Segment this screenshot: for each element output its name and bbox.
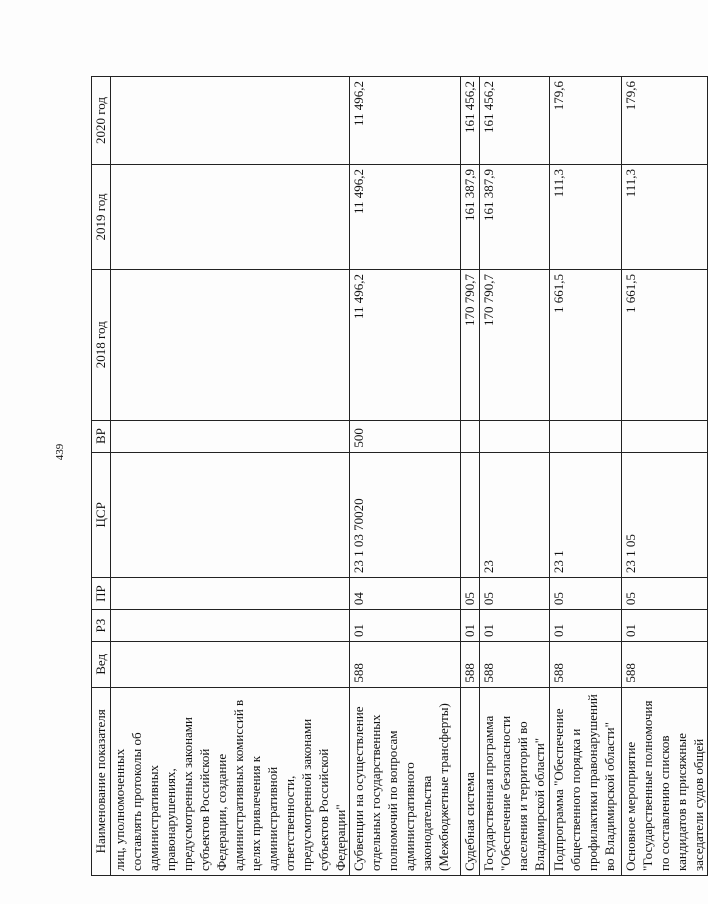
cell-ved: 588 xyxy=(622,642,708,688)
cell-2020: 161 456,2 xyxy=(461,77,480,165)
cell-2019: 11 496,2 xyxy=(350,164,461,269)
header-csr: ЦСР xyxy=(92,452,111,578)
header-pr: ПР xyxy=(92,578,111,610)
cell-ved: 588 xyxy=(461,642,480,688)
cell-rz: 01 xyxy=(622,610,708,642)
header-2020: 2020 год xyxy=(92,77,111,165)
cell-csr: 23 1 03 70020 xyxy=(350,452,461,578)
cell-csr: 23 1 xyxy=(550,452,622,578)
cell-vr: 500 xyxy=(350,420,461,452)
cell-pr xyxy=(111,578,350,610)
cell-2020: 161 456,2 xyxy=(480,77,550,165)
cell-2018: 11 496,2 xyxy=(350,269,461,420)
header-ved: Вед xyxy=(92,642,111,688)
cell-pr: 05 xyxy=(550,578,622,610)
cell-csr: 23 xyxy=(480,452,550,578)
cell-2018: 170 790,7 xyxy=(480,269,550,420)
cell-rz: 01 xyxy=(480,610,550,642)
cell-csr xyxy=(111,452,350,578)
table-row xyxy=(622,77,708,876)
cell-2018: 1 661,5 xyxy=(550,269,622,420)
cell-rz: 01 xyxy=(350,610,461,642)
cell-2019: 161 387,9 xyxy=(461,164,480,269)
header-row xyxy=(92,77,111,876)
cell-2018: 170 790,7 xyxy=(461,269,480,420)
cell-2019: 161 387,9 xyxy=(480,164,550,269)
header-2018: 2018 год xyxy=(92,269,111,420)
header-2019: 2019 год xyxy=(92,164,111,269)
cell-name: Подпрограмма "Обеспечение общественного порядка и профилактики правонарушений во Владимирской области" xyxy=(550,687,622,875)
cell-vr xyxy=(111,420,350,452)
header-name: Наименование показателя xyxy=(92,687,111,875)
budget-table xyxy=(91,76,708,876)
cell-2020: 179,6 xyxy=(622,77,708,165)
table-row xyxy=(550,77,622,876)
cell-name: Основное мероприятие "Государственные полномочия по составлению списков кандидатов в присяжные заседатели судов общей xyxy=(622,687,708,875)
cell-name: лиц, уполномоченных составлять протоколы об административных правонарушениях, предусмотренных законами субъектов Российской Федерации, создание административных комиссий в целях привлечения к административной ответственности, предусмотренной законами субъектов Российской Федерации" xyxy=(111,687,350,875)
document-page xyxy=(91,76,706,876)
cell-ved: 588 xyxy=(550,642,622,688)
cell-ved xyxy=(111,642,350,688)
cell-2018 xyxy=(111,269,350,420)
cell-2019: 111,3 xyxy=(622,164,708,269)
cell-name: Государственная программа "Обеспечение безопасности населения и территорий во Владимирской области" xyxy=(480,687,550,875)
table-row xyxy=(461,77,480,876)
page-number: 439 xyxy=(54,443,66,461)
table-row xyxy=(480,77,550,876)
cell-2019 xyxy=(111,164,350,269)
cell-csr xyxy=(461,452,480,578)
cell-pr: 05 xyxy=(461,578,480,610)
cell-2020: 179,6 xyxy=(550,77,622,165)
cell-pr: 05 xyxy=(622,578,708,610)
cell-ved: 588 xyxy=(480,642,550,688)
table-row xyxy=(111,77,350,876)
cell-name: Субвенции на осуществление отдельных государственных полномочий по вопросам административного законодательства (Межбюджетные трансферты) xyxy=(350,687,461,875)
cell-rz: 01 xyxy=(461,610,480,642)
cell-vr xyxy=(550,420,622,452)
cell-vr xyxy=(622,420,708,452)
cell-vr xyxy=(480,420,550,452)
cell-vr xyxy=(461,420,480,452)
cell-2019: 111,3 xyxy=(550,164,622,269)
cell-ved: 588 xyxy=(350,642,461,688)
table-row xyxy=(350,77,461,876)
cell-pr: 04 xyxy=(350,578,461,610)
cell-2020: 11 496,2 xyxy=(350,77,461,165)
cell-pr: 05 xyxy=(480,578,550,610)
cell-rz: 01 xyxy=(550,610,622,642)
cell-2018: 1 661,5 xyxy=(622,269,708,420)
cell-csr: 23 1 05 xyxy=(622,452,708,578)
rotated-table-container xyxy=(91,76,706,876)
header-rz: РЗ xyxy=(92,610,111,642)
cell-rz xyxy=(111,610,350,642)
cell-2020 xyxy=(111,77,350,165)
header-vr: ВР xyxy=(92,420,111,452)
cell-name: Судебная система xyxy=(461,687,480,875)
